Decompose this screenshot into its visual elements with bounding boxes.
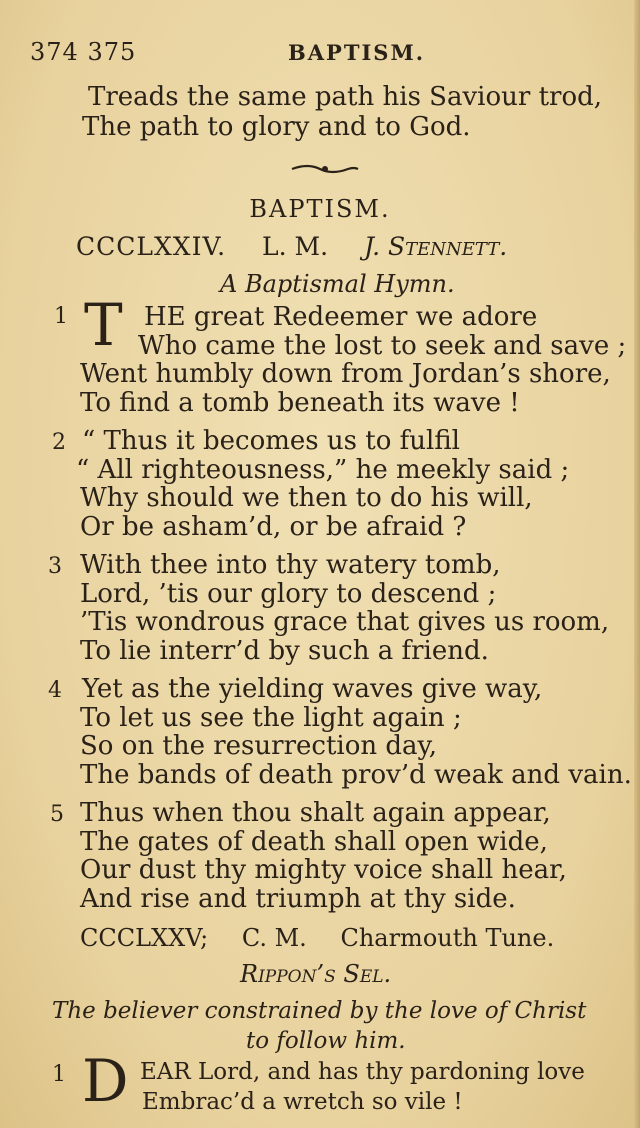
- drop-cap: T: [84, 291, 123, 359]
- hymn-subtitle: to follow him.: [246, 1028, 406, 1054]
- verse-line: Our dust thy mighty voice shall hear,: [80, 855, 567, 885]
- hymn-number: CCCLXXV;: [80, 924, 209, 952]
- drop-cap: D: [82, 1047, 129, 1115]
- verse-line: Why should we then to do his will,: [80, 483, 533, 513]
- verse-line: HE great Redeemer we adore: [144, 302, 538, 332]
- hymn-heading: [76, 232, 507, 261]
- verse-line: The bands of death prov’d weak and vain.: [80, 760, 632, 790]
- verse-line: And rise and triumph at thy side.: [80, 884, 516, 914]
- page-numbers: 374 375: [30, 38, 137, 66]
- verse-line: ’Tis wondrous grace that gives us room,: [80, 607, 610, 637]
- verse-line: Or be asham’d, or be afraid ?: [80, 512, 467, 542]
- hymn-author: J. Stennett.: [364, 232, 508, 261]
- verse-line: “ Thus it becomes us to fulfil: [82, 426, 460, 456]
- hymn-subtitle: A Baptismal Hymn.: [220, 270, 455, 298]
- verse-line: Thus when thou shalt again appear,: [80, 798, 551, 828]
- verse-line: To let us see the light again ;: [80, 703, 462, 733]
- verse-number: 2: [52, 430, 66, 455]
- hymn-subtitle: The believer constrained by the love of Christ: [52, 998, 587, 1024]
- verse-number: 1: [54, 304, 68, 329]
- verse-line: Embrac’d a wretch so vile !: [142, 1089, 463, 1115]
- verse-line: To lie interr’d by such a friend.: [80, 636, 489, 666]
- page-edge: [634, 0, 640, 1128]
- verse-line: EAR Lord, and has thy pardoning love: [140, 1059, 585, 1085]
- verse-number: 3: [48, 554, 62, 579]
- running-head: BAPTISM.: [288, 40, 426, 65]
- verse-line: Went humbly down from Jordan’s shore,: [80, 359, 611, 389]
- verse-line: So on the resurrection day,: [80, 731, 438, 761]
- page-header: [30, 38, 610, 72]
- verse-number: 4: [48, 678, 62, 703]
- verse-line: Lord, ’tis our glory to descend ;: [80, 579, 497, 609]
- verse-line: The gates of death shall open wide,: [80, 827, 548, 857]
- verse-line: “ All righteousness,” he meekly said ;: [76, 455, 570, 485]
- verse-line: Yet as the yielding waves give way,: [82, 674, 543, 704]
- hymn-source: Rippon’s Sel.: [240, 960, 392, 988]
- verse-line: To find a tomb beneath its wave !: [80, 388, 520, 418]
- section-title: BAPTISM.: [249, 195, 391, 223]
- hymn-tune: Charmouth Tune.: [340, 924, 555, 952]
- hymn-meter: C. M.: [241, 924, 307, 952]
- verse-line: Who came the lost to seek and save ;: [138, 331, 627, 361]
- ornament-divider: [290, 163, 360, 175]
- carryover-line: Treads the same path his Saviour trod,: [88, 82, 603, 112]
- carryover-line: The path to glory and to God.: [82, 112, 471, 142]
- hymn-meter: L. M.: [262, 232, 329, 261]
- hymn-number: CCCLXXIV.: [76, 232, 227, 261]
- verse-line: With thee into thy watery tomb,: [80, 550, 501, 580]
- hymn-heading: [80, 924, 580, 952]
- verse-number: 1: [52, 1062, 66, 1087]
- verse-number: 5: [50, 802, 64, 827]
